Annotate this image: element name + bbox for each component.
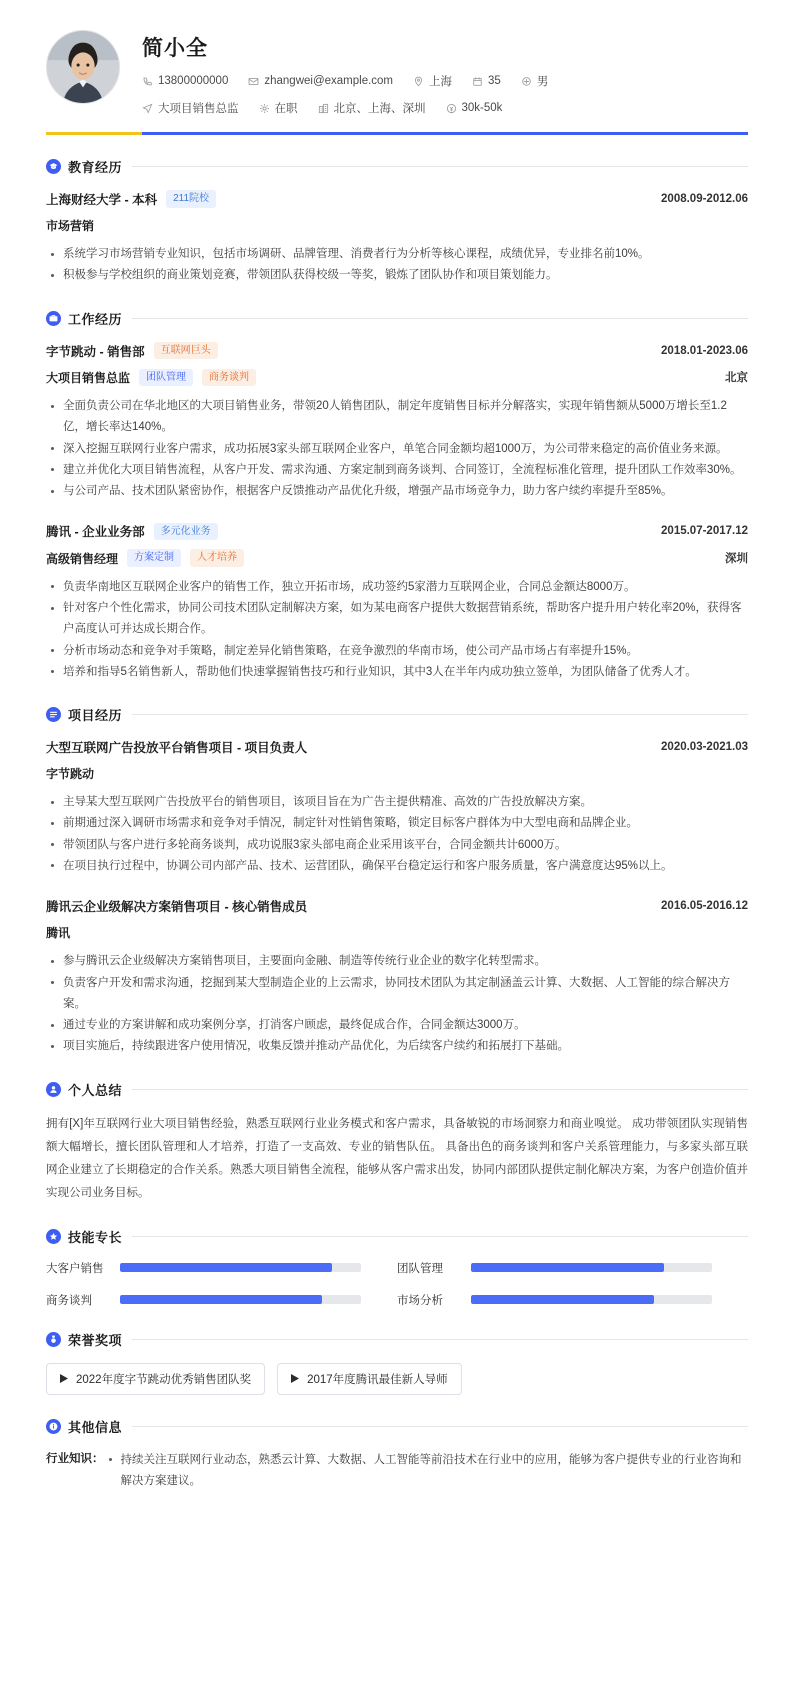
section-honors xyxy=(46,1330,748,1395)
entry-role: 大项目销售总监 xyxy=(46,370,131,385)
bullet-item: 培养和指导5名销售新人，帮助他们快速掌握销售技巧和行业知识，其中3人在半年内成功独立签单，为团队储备了优秀人才。 xyxy=(46,662,748,683)
bullet-item: 深入挖掘互联网行业客户需求，成功拓展3家头部互联网企业客户，单笔合同金额均超1000万，为公司带来稳定的高价值业务来源。 xyxy=(46,439,748,460)
entry-date: 2020.03-2021.03 xyxy=(661,741,748,754)
other-row xyxy=(46,1450,748,1493)
entry-role-row xyxy=(46,369,748,387)
entry-company: 腾讯 - 企业业务部 xyxy=(46,525,145,540)
section-body xyxy=(46,190,748,287)
entry-date: 2016.05-2016.12 xyxy=(661,900,748,913)
other-bullets xyxy=(104,1450,749,1493)
section-rule xyxy=(132,318,748,319)
section-skills xyxy=(46,1227,748,1308)
entry-bullets xyxy=(46,951,748,1057)
section-rule xyxy=(132,166,748,167)
contact-age-text: 35 xyxy=(488,75,501,87)
honor-label: 2022年度字节跳动优秀销售团队奖 xyxy=(76,1373,252,1386)
contact-salary xyxy=(446,102,503,114)
contact-position-text: 大项目销售总监 xyxy=(158,103,239,115)
bullet-item: 积极参与学校组织的商业策划竞赛，带领团队获得校级一等奖，锻炼了团队协作和项目策划能力。 xyxy=(46,265,748,286)
bullet-item: 分析市场动态和竞争对手策略，制定差异化销售策略，在竞争激烈的华南市场，使公司产品市场占有率提升15%。 xyxy=(46,641,748,662)
contact-phone xyxy=(142,75,228,87)
section-rule xyxy=(132,1236,748,1237)
mail-icon xyxy=(248,76,259,87)
contact-cities-text: 北京、上海、深圳 xyxy=(333,103,426,115)
city-icon xyxy=(318,103,329,114)
entry-bullets xyxy=(46,792,748,877)
bullet-item: 前期通过深入调研市场需求和竞争对手情况，制定针对性销售策略，锁定目标客户群体为中大型电商和品牌企业。 xyxy=(46,813,748,834)
bullet-item: 建立并优化大项目销售流程，从客户开发、需求沟通、方案定制到商务谈判、合同签订，全流程标准化管理，提升团队工作效率30%。 xyxy=(46,460,748,481)
entry-role-row xyxy=(46,549,748,567)
contact-cities xyxy=(318,100,426,116)
candidate-name: 简小全 xyxy=(142,37,208,60)
skill-bar xyxy=(120,1263,361,1272)
contact-position xyxy=(142,100,239,116)
entry-bullets xyxy=(46,577,748,683)
entry-top-row xyxy=(46,897,748,915)
section-title: 其他信息 xyxy=(68,1419,123,1435)
status-icon xyxy=(259,103,270,114)
entry-org: 字节跳动 xyxy=(46,767,95,782)
section-title: 荣誉奖项 xyxy=(68,1332,123,1348)
entry-top-row xyxy=(46,522,748,540)
work-entry xyxy=(46,522,748,683)
divider-accent-blue xyxy=(142,132,748,135)
entry-tag: 多元化业务 xyxy=(154,523,218,541)
entry-skill-tag: 人才培养 xyxy=(190,549,244,567)
bullet-item: 项目实施后，持续跟进客户使用情况，收集反馈并推动产品优化，为后续客户续约和拓展打下基础。 xyxy=(46,1036,748,1057)
section-rule xyxy=(132,714,748,715)
section-body xyxy=(46,1260,748,1308)
entry-date: 2015.07-2017.12 xyxy=(661,525,748,538)
entry-bullets xyxy=(46,244,748,287)
section-other xyxy=(46,1417,748,1493)
section-header xyxy=(46,1417,748,1436)
entry-title: 上海财经大学 - 本科 xyxy=(46,193,158,207)
section-body xyxy=(46,342,748,684)
section-body xyxy=(46,1113,748,1205)
contact-salary-text: 30k-50k xyxy=(461,102,503,114)
entry-tag: 互联网巨头 xyxy=(154,342,218,360)
contact-age xyxy=(472,75,501,87)
section-summary xyxy=(46,1080,748,1205)
entry-location: 北京 xyxy=(725,372,748,385)
contact-location-text: 上海 xyxy=(429,76,453,88)
bullet-item: 持续关注互联网行业动态，熟悉云计算、大数据、人工智能等前沿技术在行业中的应用，能够为客户提供专业的行业咨询和解决方案建议。 xyxy=(104,1450,749,1493)
bullet-item: 主导某大型互联网广告投放平台的销售项目，该项目旨在为广告主提供精准、高效的广告投放解决方案。 xyxy=(46,792,748,813)
entry-left xyxy=(46,342,651,360)
bullet-item: 带领团队与客户进行多轮商务谈判，成功说服3家头部电商企业采用该平台，合同金额共计6000万。 xyxy=(46,835,748,856)
play-triangle-icon xyxy=(60,1374,68,1383)
section-header xyxy=(46,705,748,724)
entry-skill-tag: 团队管理 xyxy=(139,369,193,387)
entry-date: 2008.09-2012.06 xyxy=(661,193,748,205)
gender-icon xyxy=(521,76,532,87)
section-body xyxy=(46,738,748,1057)
bullet-item: 针对客户个性化需求，协同公司技术团队定制解决方案，如为某电商客户提供大数据营销系统，帮助客户提升用户转化率20%，获得客户高度认可并达成长期合作。 xyxy=(46,598,748,641)
skill-bar xyxy=(120,1295,361,1304)
summary-text: 拥有[X]年互联网行业大项目销售经验，熟悉互联网行业业务模式和客户需求，具备敏锐的市场洞察力和商业嗅觉。 成功带领团队实现销售额大幅增长，擅长团队管理和人才培养，打造了一支高效、专业的销售队伍。 具备出色的商务谈判和客户关系管理能力，与多家头部互联网企业建立了长期稳定的合作关系。熟悉大项目销售全流程，能够从客户需求出发，协同内部团队提供定制化解决方案，为客户创造价值并实现公司业务目标。 xyxy=(46,1117,748,1199)
section-header xyxy=(46,157,748,176)
skill-label: 商务谈判 xyxy=(46,1294,92,1307)
bullet-item: 系统学习市场营销专业知识，包括市场调研、品牌管理、消费者行为分析等核心课程，成绩优异，专业排名前10%。 xyxy=(46,244,748,265)
entry-left xyxy=(46,897,651,915)
skill-item xyxy=(397,1292,748,1308)
entry-title: 腾讯云企业级解决方案销售项目 - 核心销售成员 xyxy=(46,900,308,915)
user-icon xyxy=(46,1082,61,1097)
age-icon xyxy=(472,76,483,87)
honors-list xyxy=(46,1363,748,1395)
contact-gender xyxy=(521,73,549,89)
entry-tag: 211院校 xyxy=(166,190,216,208)
entry-org: 腾讯 xyxy=(46,926,71,941)
project-entry xyxy=(46,897,748,1057)
avatar xyxy=(46,30,120,104)
section-title: 教育经历 xyxy=(68,160,123,175)
skill-bar xyxy=(471,1295,712,1304)
section-education xyxy=(46,157,748,287)
section-body xyxy=(46,1363,748,1395)
entry-left xyxy=(46,738,651,756)
skill-item xyxy=(397,1260,748,1276)
briefcase-icon xyxy=(46,311,61,326)
phone-icon xyxy=(142,76,153,87)
graduation-icon xyxy=(46,159,61,174)
section-rule xyxy=(132,1426,748,1427)
section-header xyxy=(46,309,748,328)
section-work xyxy=(46,309,748,684)
section-rule xyxy=(132,1339,748,1340)
bullet-item: 通过专业的方案讲解和成功案例分享，打消客户顾虑，最终促成合作，合同金额达3000万。 xyxy=(46,1015,748,1036)
section-projects xyxy=(46,705,748,1057)
entry-top-row xyxy=(46,190,748,208)
skill-item xyxy=(46,1292,397,1308)
resume-header xyxy=(46,24,748,116)
skill-icon xyxy=(46,1229,61,1244)
section-body xyxy=(46,1450,748,1493)
section-header xyxy=(46,1227,748,1246)
entry-skill-tag: 方案定制 xyxy=(127,549,181,567)
skill-item xyxy=(46,1260,397,1276)
contact-phone-text: 13800000000 xyxy=(158,75,229,87)
section-header xyxy=(46,1330,748,1349)
entry-left xyxy=(46,522,651,540)
location-icon xyxy=(413,76,424,87)
entry-major: 市场营销 xyxy=(46,219,95,233)
medal-icon xyxy=(46,1332,61,1347)
project-icon xyxy=(46,707,61,722)
section-title: 技能专长 xyxy=(68,1229,123,1245)
play-triangle-icon xyxy=(291,1374,299,1383)
entry-top-row xyxy=(46,342,748,360)
section-header xyxy=(46,1080,748,1099)
contact-status xyxy=(259,100,298,116)
entry-top-row xyxy=(46,738,748,756)
skill-label: 市场分析 xyxy=(397,1294,443,1307)
contact-gender-text: 男 xyxy=(536,76,549,88)
honor-item xyxy=(277,1363,462,1395)
honor-item xyxy=(46,1363,265,1395)
entry-skill-tag: 商务谈判 xyxy=(202,369,256,387)
entry-left xyxy=(46,190,651,208)
bullet-item: 参与腾讯云企业级解决方案销售项目，主要面向金融、制造等传统行业企业的数字化转型需求。 xyxy=(46,951,748,972)
entry-left xyxy=(46,549,715,567)
bullet-item: 负责华南地区互联网企业客户的销售工作，独立开拓市场，成功签约5家潜力互联网企业，合同总金额达8000万。 xyxy=(46,577,748,598)
section-title: 个人总结 xyxy=(68,1082,123,1098)
bullet-item: 在项目执行过程中，协调公司内部产品、技术、运营团队，确保平台稳定运行和客户服务质量，客户满意度达95%以上。 xyxy=(46,856,748,877)
info-icon xyxy=(46,1419,61,1434)
entry-date: 2018.01-2023.06 xyxy=(661,344,748,357)
education-entry xyxy=(46,190,748,287)
other-label: 行业知识： xyxy=(46,1452,104,1465)
honor-label: 2017年度腾讯最佳新人导师 xyxy=(307,1373,448,1386)
entry-bullets xyxy=(46,396,748,502)
bullet-item: 全面负责公司在华北地区的大项目销售业务，带领20人销售团队，制定年度销售目标并分解落实，实现年销售额从5000万增长至1.2亿，增长率达140%。 xyxy=(46,396,748,439)
contact-row-2 xyxy=(142,100,748,116)
skill-label: 大客户销售 xyxy=(46,1262,104,1275)
skills-grid xyxy=(46,1260,748,1308)
skill-label: 团队管理 xyxy=(397,1262,443,1275)
project-entry xyxy=(46,738,748,877)
position-icon xyxy=(142,103,153,114)
divider-accent-yellow xyxy=(46,132,142,135)
header-details xyxy=(142,30,748,116)
entry-role: 高级销售经理 xyxy=(46,551,119,566)
entry-company: 字节跳动 - 销售部 xyxy=(46,344,145,359)
contact-email-text: zhangwei@example.com xyxy=(264,75,394,87)
salary-icon xyxy=(446,103,457,114)
header-divider xyxy=(46,132,748,135)
entry-location: 深圳 xyxy=(725,553,748,566)
section-rule xyxy=(132,1089,748,1090)
section-title: 工作经历 xyxy=(68,311,123,327)
contact-row-1 xyxy=(142,73,748,89)
contact-location xyxy=(413,73,452,89)
contact-email xyxy=(248,75,393,87)
section-title: 项目经历 xyxy=(68,708,123,724)
contact-status-text: 在职 xyxy=(274,103,298,115)
bullet-item: 负责客户开发和需求沟通，挖掘到某大型制造企业的上云需求，协同技术团队为其定制涵盖云计算、大数据、人工智能的综合解决方案。 xyxy=(46,973,748,1016)
entry-left xyxy=(46,369,715,387)
bullet-item: 与公司产品、技术团队紧密协作，根据客户反馈推动产品优化升级，增强产品市场竞争力，助力客户续约率提升至85%。 xyxy=(46,481,748,502)
entry-title: 大型互联网广告投放平台销售项目 - 项目负责人 xyxy=(46,741,308,756)
work-entry xyxy=(46,342,748,503)
skill-bar xyxy=(471,1263,712,1272)
